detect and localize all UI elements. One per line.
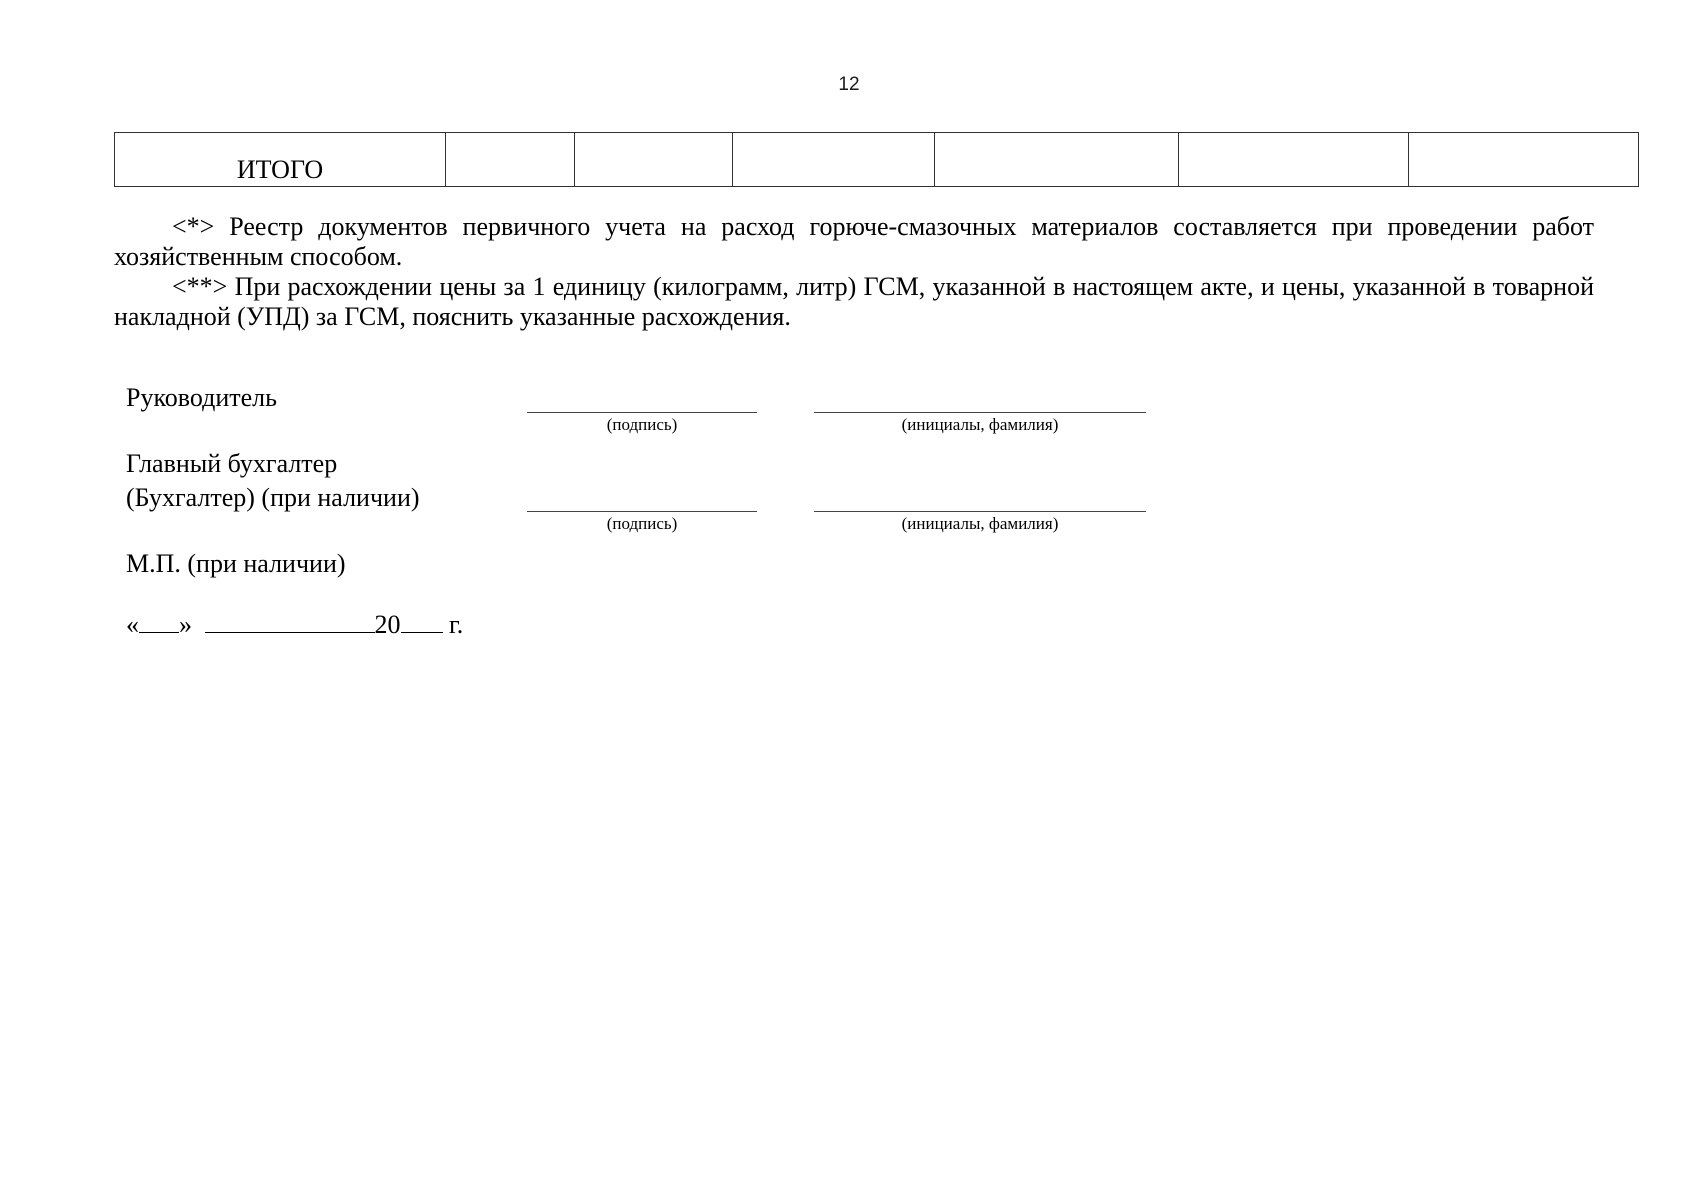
head-signature-line — [527, 412, 757, 413]
day-blank — [139, 610, 179, 633]
page-number: 12 — [838, 74, 860, 95]
date-line — [126, 610, 463, 640]
head-signature-caption: (подпись) — [606, 415, 678, 434]
accountant-label-line1: Главный бухгалтер — [126, 449, 338, 478]
total-label-cell: ИТОГО — [115, 133, 446, 187]
year-prefix: 20 — [374, 610, 401, 639]
accountant-label — [126, 447, 420, 515]
total-cell — [1409, 133, 1639, 187]
head-name-caption: (инициалы, фамилия) — [901, 415, 1059, 434]
total-cell — [733, 133, 935, 187]
total-cell — [935, 133, 1179, 187]
year-blank — [401, 610, 443, 633]
footnotes — [114, 212, 1594, 332]
total-cell — [575, 133, 733, 187]
total-cell — [446, 133, 575, 187]
stamp-label: М.П. (при наличии) — [126, 549, 346, 578]
date-close-quote: » — [179, 610, 192, 639]
accountant-label-line2: (Бухгалтер) (при наличии) — [126, 483, 420, 512]
total-cell — [1179, 133, 1409, 187]
footnote-1: <*> Реестр документов первичного учета на расход горюче-смазочных материалов составляется при проведении работ хозяйственным способом. — [114, 212, 1594, 271]
totals-row — [115, 133, 1639, 187]
accountant-name-line — [814, 511, 1146, 512]
accountant-name-caption: (инициалы, фамилия) — [901, 514, 1059, 533]
head-name-line — [814, 412, 1146, 413]
accountant-signature-line — [527, 511, 757, 512]
month-blank — [205, 610, 375, 633]
year-suffix: г. — [449, 610, 464, 639]
date-open-quote: « — [126, 610, 139, 639]
head-label: Руководитель — [126, 383, 277, 412]
totals-table — [114, 132, 1639, 187]
accountant-signature-caption: (подпись) — [606, 514, 678, 533]
footnote-2: <**> При расхождении цены за 1 единицу (килограмм, литр) ГСМ, указанной в настоящем акте, и цены, указанной в товарной накладной (УПД) за ГСМ, пояснить указанные расхождения. — [114, 272, 1594, 331]
